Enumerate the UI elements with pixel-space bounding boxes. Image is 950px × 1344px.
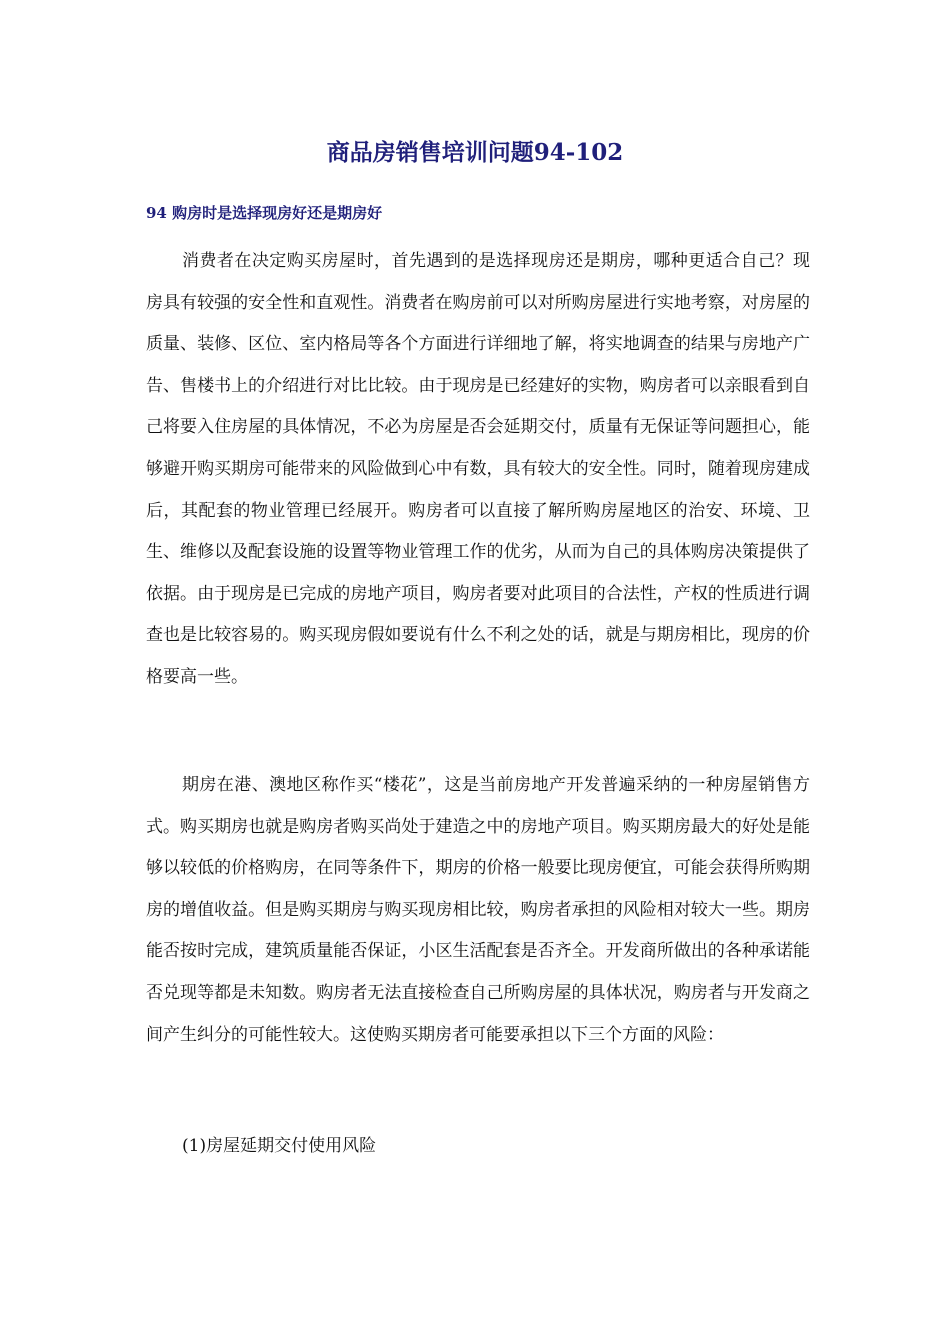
body-paragraph: 消费者在决定购买房屋时，首先遇到的是选择现房还是期房，哪种更适合自己？现房具有较强的安全性和直观性。消费者在购房前可以对所购房屋进行实地考察，对房屋的质量、装修、区位、室内格局等各个方面进行详细地了解，将实地调查的结果与房地产广告、售楼书上的介绍进行对比比较。由于现房是已经建好的实物，购房者可以亲眼看到自己将要入住房屋的具体情况，不必为房屋是否会延期交付，质量有无保证等问题担心，能够避开购买期房可能带来的风险做到心中有数，具有较大的安全性。同时，随着现房建成后，其配套的物业管理已经展开。购房者可以直接了解所购房屋地区的治安、环境、卫生、维修以及配套设施的设置等物业管理工作的优劣，从而为自己的具体购房决策提供了依据。由于现房是已完成的房地产项目，购房者要对此项目的合法性，产权的性质进行调查也是比较容易的。购买现房假如要说有什么不利之处的话，就是与期房相比，现房的价格要高一些。 <box>146 251 810 687</box>
section-heading: 94 购房时是选择现房好还是期房好 <box>146 204 383 222</box>
body-paragraph: 期房在港、澳地区称作买“楼花”，这是当前房地产开发普遍采纳的一种房屋销售方式。购买期房也就是购房者购买尚处于建造之中的房地产项目。购买期房最大的好处是能够以较低的价格购房，在同等条件下，期房的价格一般要比现房便宜，可能会获得所购期房的增值收益。但是购买期房与购买现房相比较，购房者承担的风险相对较大一些。期房能否按时完成，建筑质量能否保证，小区生活配套是否齐全。开发商所做出的各种承诺能否兑现等都是未知数。购房者无法直接检查自己所购房屋的具体状况，购房者与开发商之间产生纠分的可能性较大。这使购买期房者可能要承担以下三个方面的风险： <box>146 775 810 1045</box>
list-item: (1)房屋延期交付使用风险 <box>182 1136 377 1156</box>
page-title: 商品房销售培训问题94-102 <box>326 139 624 166</box>
